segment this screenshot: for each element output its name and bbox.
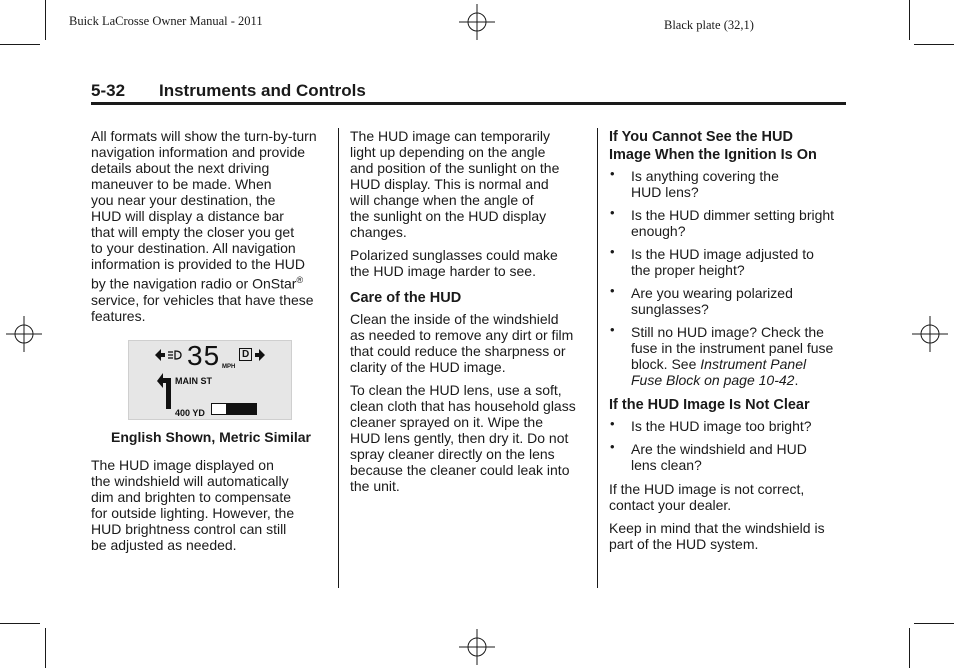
distance-bar xyxy=(211,403,257,415)
section-number: 5-32 xyxy=(91,81,126,100)
crop-mark xyxy=(909,628,910,668)
hud-speed: 35 xyxy=(187,339,221,371)
checklist-not-clear xyxy=(609,418,849,473)
crop-mark xyxy=(45,0,46,40)
figure-caption: English Shown, Metric Similar xyxy=(111,428,311,445)
list-item-text: Still no HUD image? Check the fuse in the instrument panel fuse block. See xyxy=(631,324,834,372)
subheading-not-clear: If the HUD Image Is Not Clear xyxy=(609,397,810,413)
paragraph: To clean the HUD lens, use a soft, clean cloth that has household glass cleaner sprayed on it. Wipe the HUD lens gently, then dry it. Do not spray cleaner directly on the lens because the cleaner could leak into the unit. xyxy=(350,382,576,494)
hud-figure xyxy=(128,340,292,420)
registration-mark-icon xyxy=(459,4,495,40)
plate-label: Black plate (32,1) xyxy=(664,18,754,32)
section-header xyxy=(91,81,366,101)
intro-paragraph xyxy=(91,128,331,324)
header-rule xyxy=(91,102,846,105)
crop-mark xyxy=(0,623,40,624)
paragraph: The HUD image can temporarily light up depending on the angle and position of the sunlight on the HUD display. This is normal and will change when the angle of the sunlight on the HUD display changes. xyxy=(350,128,560,240)
distance-bar-fill xyxy=(226,404,256,414)
lamp-icon xyxy=(168,350,182,360)
crop-mark xyxy=(914,623,954,624)
manual-title: Buick LaCrosse Owner Manual - 2011 xyxy=(69,14,263,28)
paragraph: Clean the inside of the windshield as needed to remove any dirt or film that could reduce the sharpness or clarity of the HUD image. xyxy=(350,311,574,375)
list-item xyxy=(609,324,849,388)
column-divider xyxy=(338,128,339,588)
registration-mark-icon xyxy=(459,629,495,665)
column-2 xyxy=(350,128,590,501)
turn-arrow-icon xyxy=(153,371,175,409)
intro-text: All formats will show the turn-by-turn navigation information and provide details about the next driving maneuver to be made. When you near your destination, the HUD will display a distance bar that will empty the closer you get to your destination. All navigation information is provided to the HUD by the navigation radio or OnStar xyxy=(91,128,317,292)
list-item: • Is the HUD image too bright? xyxy=(609,418,849,434)
hud-speed-unit: MPH xyxy=(222,363,236,370)
cross-reference-link[interactable]: Instrument Panel Fuse Block on page 10-42 xyxy=(631,356,807,388)
list-item: • Are the windshield and HUD lens clean? xyxy=(609,441,849,473)
crop-mark xyxy=(45,628,46,668)
section-title: Instruments and Controls xyxy=(159,81,366,100)
hud-street: MAIN ST xyxy=(175,375,212,386)
hud-distance: 400 YD xyxy=(175,407,205,418)
subheading-cannot-see: If You Cannot See the HUD Image When the Ignition Is On xyxy=(609,129,817,163)
list-item: • Are you wearing polarized sunglasses? xyxy=(609,285,849,317)
list-item: • Is anything covering the HUD lens? xyxy=(609,168,849,200)
paragraph: Polarized sunglasses could make the HUD image harder to see. xyxy=(350,247,558,279)
paragraph: The HUD image displayed on the windshield will automatically dim and brighten to compensate for outside lighting. However, the HUD brightness control can still be adjusted as needed. xyxy=(91,456,295,553)
crop-mark xyxy=(0,44,40,45)
paragraph: If the HUD image is not correct, contact your dealer. xyxy=(609,481,805,513)
list-item: • Is the HUD dimmer setting bright enough? xyxy=(609,207,849,239)
column-1 xyxy=(91,128,331,560)
hud-gear: D xyxy=(239,348,252,361)
column-3 xyxy=(609,128,849,559)
crop-mark xyxy=(909,0,910,40)
checklist-cannot-see xyxy=(609,168,849,388)
subheading-care: Care of the HUD xyxy=(350,290,462,306)
list-item-end: . xyxy=(794,372,799,388)
paragraph: Keep in mind that the windshield is part of the HUD system. xyxy=(609,520,825,552)
registration-mark-icon xyxy=(912,316,948,352)
registration-mark-icon xyxy=(6,316,42,352)
registered-mark: ® xyxy=(296,275,304,285)
intro-tail: service, for vehicles that have these features. xyxy=(91,291,314,324)
crop-mark xyxy=(914,44,954,45)
column-divider xyxy=(597,128,598,588)
turn-signal-left-icon xyxy=(155,349,165,361)
turn-signal-right-icon xyxy=(255,349,265,361)
list-item: • Is the HUD image adjusted to the proper height? xyxy=(609,246,849,278)
